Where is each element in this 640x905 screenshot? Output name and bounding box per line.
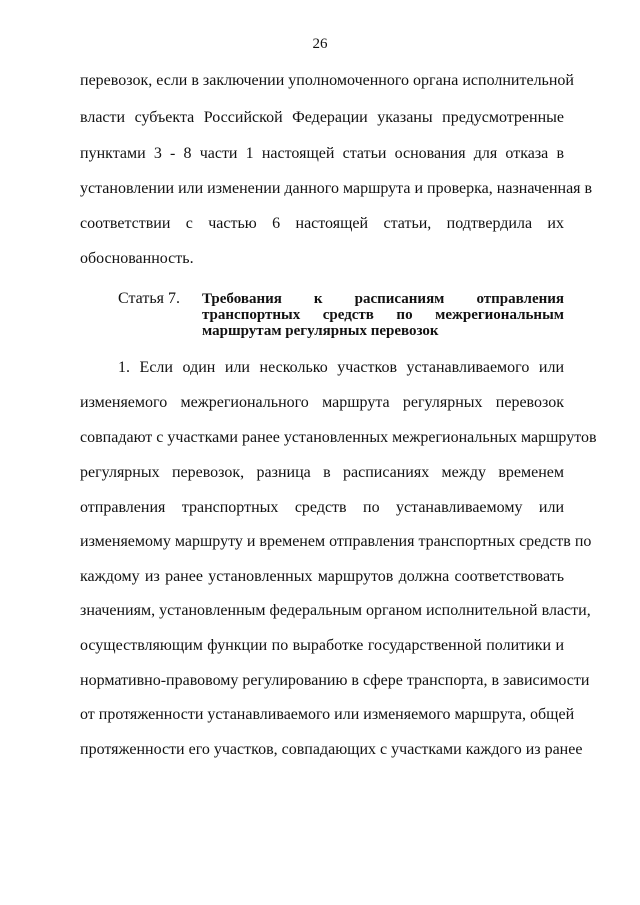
text-line: 1. Если один или несколько участков устанавливаемого или bbox=[118, 359, 564, 376]
text-line: изменяемого межрегионального маршрута регулярных перевозок bbox=[80, 394, 564, 411]
text-line: протяженности его участков, совпадающих с участками каждого из ранее bbox=[80, 741, 583, 758]
text-line: совпадают с участками ранее установленных межрегиональных маршрутов bbox=[80, 429, 597, 446]
text-line: обоснованность. bbox=[80, 250, 194, 267]
article-title-line: транспортных средств по межрегиональным bbox=[202, 307, 564, 323]
page-number: 26 bbox=[312, 36, 328, 52]
text-line: значениям, установленным федеральным органом исполнительной власти, bbox=[80, 602, 591, 619]
text-line: установлении или изменении данного маршрута и проверка, назначенная в bbox=[80, 180, 593, 197]
text-line: перевозок, если в заключении уполномоченного органа исполнительной bbox=[80, 72, 574, 89]
text-line: осуществляющим функции по выработке государственной политики и bbox=[80, 637, 564, 654]
text-line: отправления транспортных средств по устанавливаемому или bbox=[80, 499, 564, 516]
text-line: изменяемому маршруту и временем отправления транспортных средств по bbox=[80, 533, 592, 550]
article-number: Статья 7. bbox=[118, 290, 180, 307]
text-line: от протяженности устанавливаемого или изменяемого маршрута, общей bbox=[80, 706, 575, 723]
text-line: каждому из ранее установленных маршрутов должна соответствовать bbox=[80, 568, 564, 585]
text-line: соответствии с частью 6 настоящей статьи, подтвердила их bbox=[80, 215, 564, 232]
text-line: регулярных перевозок, разница в расписаниях между временем bbox=[80, 464, 564, 481]
text-line: пунктами 3 - 8 части 1 настоящей статьи основания для отказа в bbox=[80, 145, 564, 162]
text-line: власти субъекта Российской Федерации указаны предусмотренные bbox=[80, 109, 564, 126]
article-title-line: маршрутам регулярных перевозок bbox=[202, 323, 439, 339]
text-line: нормативно-правовому регулированию в сфере транспорта, в зависимости bbox=[80, 672, 590, 689]
article-title-line: Требования к расписаниям отправления bbox=[202, 291, 564, 307]
